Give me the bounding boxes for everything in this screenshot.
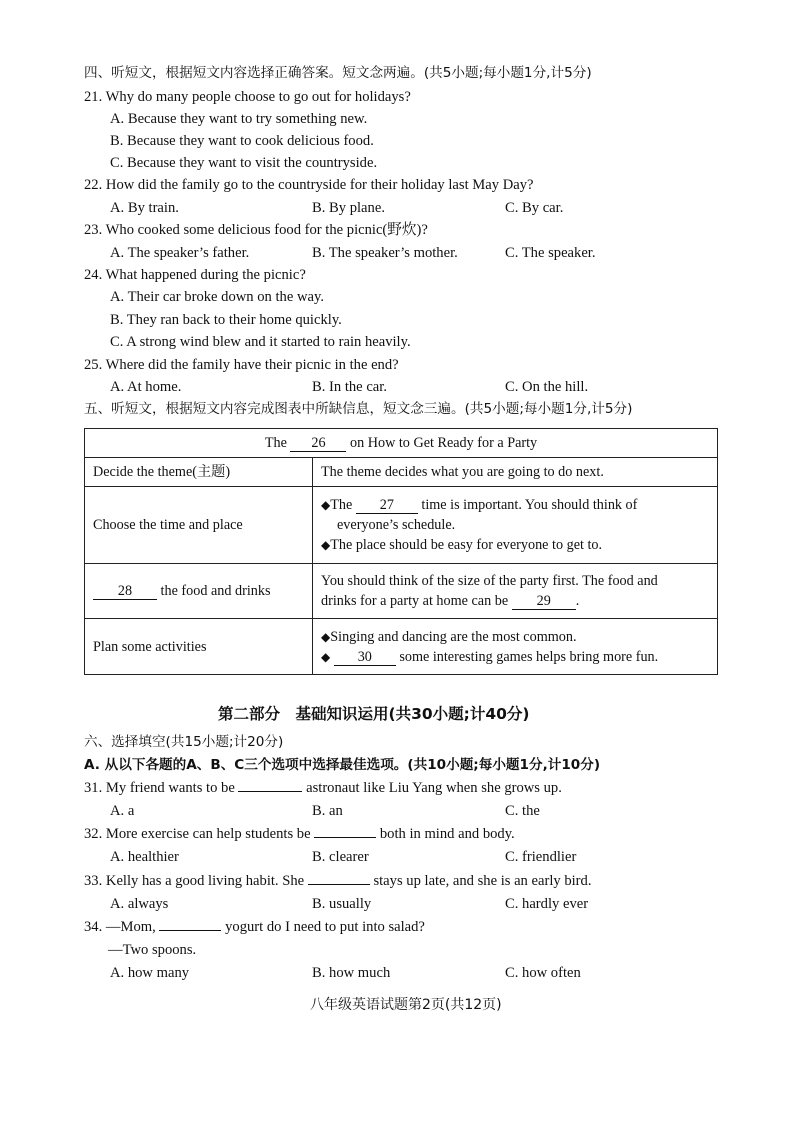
row1-label: Decide the theme(主题) xyxy=(85,458,313,487)
row4-content: ◆Singing and dancing are the most common. ◆ 30 some interesting games helps bring more fun. xyxy=(313,619,718,675)
diamond-bullet-icon: ◆ xyxy=(321,629,331,644)
section4-heading: 四、听短文，根据短文内容选择正确答案。短文念两遍。(共5小题;每小题1分,计5分) xyxy=(84,65,592,81)
question-number: 22. xyxy=(84,177,103,193)
option-22-c: C. By car. xyxy=(505,200,564,216)
row3-label: 28 the food and drinks xyxy=(85,564,313,619)
diamond-bullet-icon: ◆ xyxy=(321,649,331,664)
answer-blank[interactable] xyxy=(159,930,221,931)
section5-heading: 五、听短文，根据短文内容完成图表中所缺信息，短文念三遍。(共5小题;每小题1分,计5分) xyxy=(84,401,633,417)
option-21-a: A. Because they want to try something new. xyxy=(110,111,368,127)
question-text: How did the family go to the countryside for their holiday last May Day? xyxy=(105,177,534,193)
answer-blank[interactable] xyxy=(308,884,370,885)
option-31-a: A. a xyxy=(110,803,135,819)
option-31-b: B. an xyxy=(312,803,343,819)
option-24-b: B. They ran back to their home quickly. xyxy=(110,312,342,328)
question-number: 21. xyxy=(84,89,103,105)
option-21-c: C. Because they want to visit the countryside. xyxy=(110,155,378,171)
question-text: What happened during the picnic? xyxy=(105,267,306,283)
option-33-b: B. usually xyxy=(312,896,372,912)
question-text: Why do many people choose to go out for holidays? xyxy=(105,89,411,105)
question-number: 25. xyxy=(84,357,103,373)
option-32-b: B. clearer xyxy=(312,849,369,865)
row2-label: Choose the time and place xyxy=(85,487,313,564)
option-23-a: A. The speaker’s father. xyxy=(110,245,250,261)
question-32: 32. More exercise can help students be both in mind and body. xyxy=(84,826,515,842)
option-24-c: C. A strong wind blew and it started to rain heavily. xyxy=(110,334,411,350)
option-25-a: A. At home. xyxy=(110,379,182,395)
option-31-c: C. the xyxy=(505,803,540,819)
option-32-a: A. healthier xyxy=(110,849,179,865)
blank-27[interactable]: 27 xyxy=(356,498,418,514)
question-31: 31. My friend wants to be astronaut like Liu Yang when she grows up. xyxy=(84,780,562,796)
question-24 xyxy=(84,266,306,284)
part2-title: 第二部分 基础知识运用(共30小题;计40分) xyxy=(218,705,530,723)
question-text: Where did the family have their picnic in the end? xyxy=(105,357,399,373)
option-23-b: B. The speaker’s mother. xyxy=(312,245,458,261)
chart-title: The 26 on How to Get Ready for a Party xyxy=(85,429,718,458)
answer-blank[interactable] xyxy=(238,791,302,792)
option-24-a: A. Their car broke down on the way. xyxy=(110,289,324,305)
diamond-bullet-icon: ◆ xyxy=(321,538,331,552)
option-23-c: C. The speaker. xyxy=(505,245,596,261)
question-22 xyxy=(84,176,534,194)
blank-28[interactable]: 28 xyxy=(93,584,157,600)
option-25-b: B. In the car. xyxy=(312,379,387,395)
question-33: 33. Kelly has a good living habit. She stays up late, and she is an early bird. xyxy=(84,873,592,889)
section6-heading: 六、选择填空(共15小题;计20分) xyxy=(84,734,284,750)
option-21-b: B. Because they want to cook delicious food. xyxy=(110,133,374,149)
page-footer: 八年级英语试题第2页(共12页) xyxy=(310,997,502,1013)
diamond-bullet-icon: ◆ xyxy=(321,498,331,512)
answer-blank[interactable] xyxy=(314,837,376,838)
blank-29[interactable]: 29 xyxy=(512,594,576,610)
option-33-c: C. hardly ever xyxy=(505,896,589,912)
option-34-c: C. how often xyxy=(505,965,581,981)
row4-label: Plan some activities xyxy=(85,619,313,675)
row2-content: ◆The 27 time is important. You should think of everyone’s schedule. ◆The place should be easy for everyone to get to. xyxy=(313,487,718,564)
info-chart-table xyxy=(84,428,718,675)
row3-content: You should think of the size of the party first. The food and drinks for a party at home can be 29 . xyxy=(313,564,718,619)
question-25 xyxy=(84,356,399,374)
question-text: Who cooked some delicious food for the picnic(野炊)? xyxy=(105,222,428,238)
dialog-reply: —Two spoons. xyxy=(108,942,197,958)
question-number: 24. xyxy=(84,267,103,283)
sectionA-heading: A. 从以下各题的A、B、C三个选项中选择最佳选项。(共10小题;每小题1分,计10分) xyxy=(84,757,601,773)
option-22-b: B. By plane. xyxy=(312,200,385,216)
question-21 xyxy=(84,88,411,106)
option-32-c: C. friendlier xyxy=(505,849,577,865)
blank-30[interactable]: 30 xyxy=(334,650,396,666)
option-25-c: C. On the hill. xyxy=(505,379,589,395)
question-23 xyxy=(84,221,428,239)
question-34: 34. —Mom, yogurt do I need to put into salad? xyxy=(84,919,425,935)
option-22-a: A. By train. xyxy=(110,200,179,216)
row1-content: The theme decides what you are going to do next. xyxy=(313,458,718,487)
option-33-a: A. always xyxy=(110,896,169,912)
option-34-a: A. how many xyxy=(110,965,190,981)
option-34-b: B. how much xyxy=(312,965,391,981)
blank-26[interactable]: 26 xyxy=(290,436,346,452)
question-number: 23. xyxy=(84,222,103,238)
